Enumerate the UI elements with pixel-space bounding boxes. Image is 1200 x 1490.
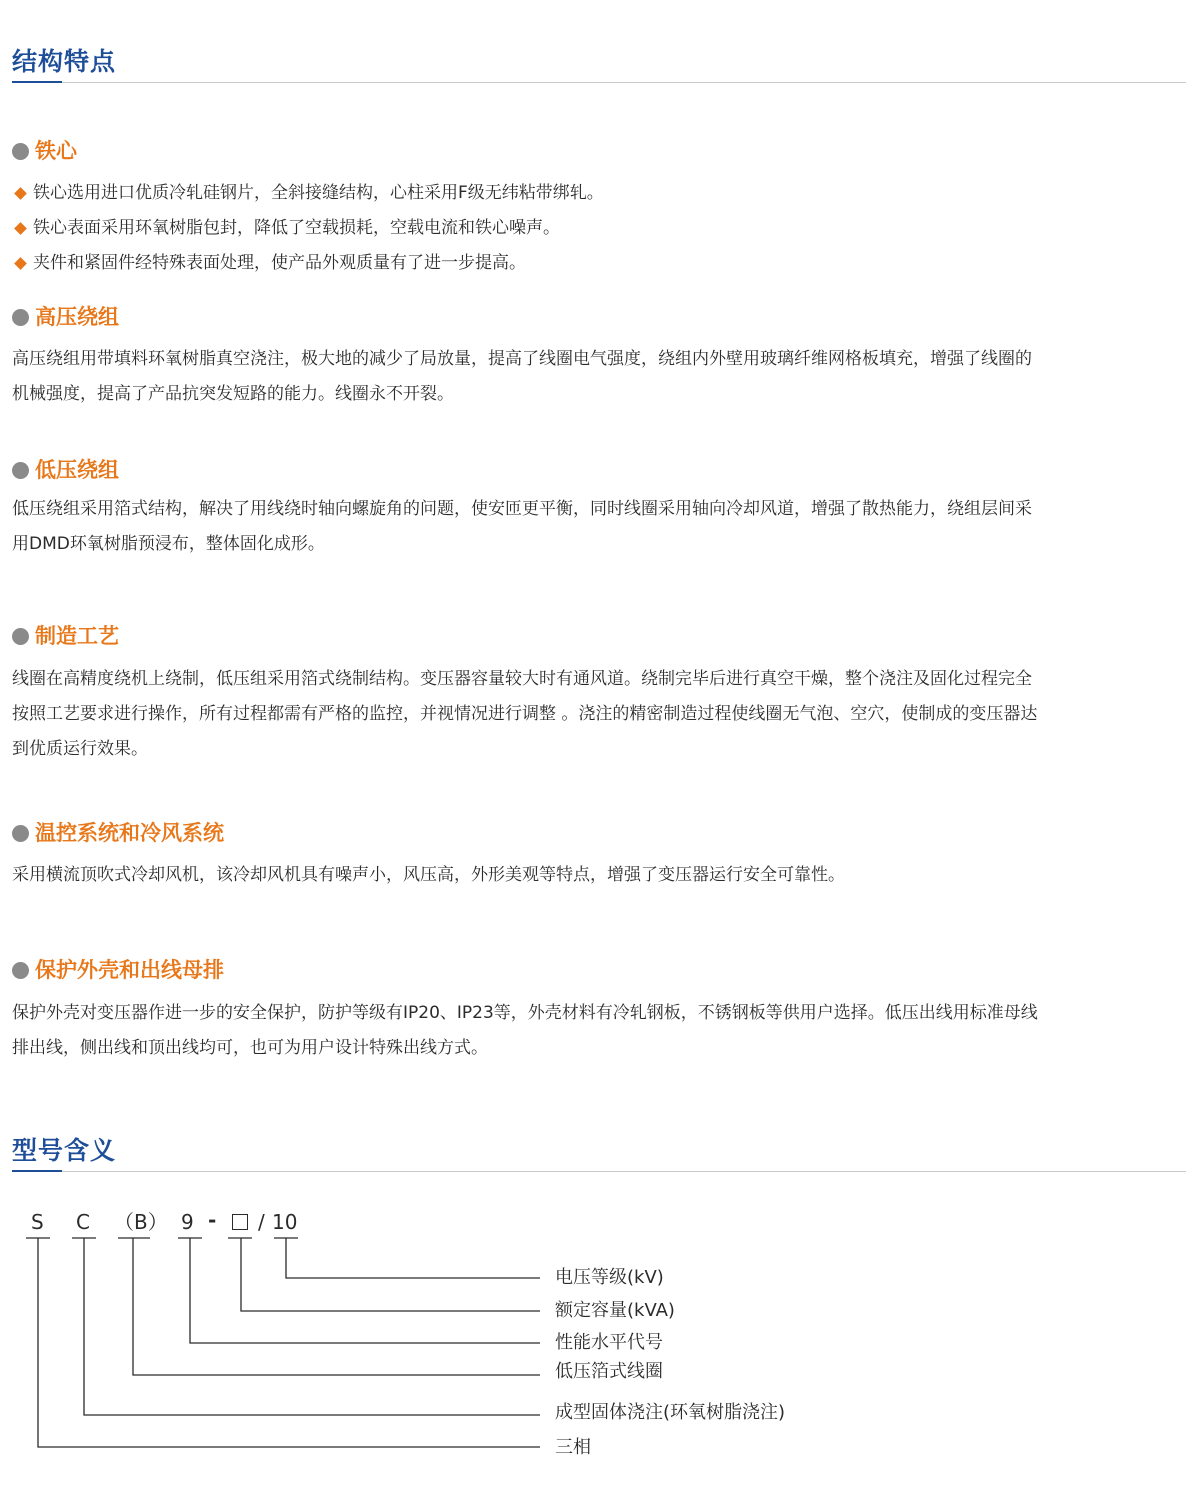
core-bullet-text: 铁心表面采用环氧树脂包封，降低了空载损耗，空载电流和铁心噪声。 (33, 218, 560, 238)
subheading-lv-label: 低压绕组 (35, 458, 119, 482)
meaning-foil-coil: 低压箔式线圈 (555, 1361, 663, 1382)
paragraph-line: 排出线，侧出线和顶出线均可，也可为用户设计特殊出线方式。 (12, 1038, 488, 1058)
code-c: C (76, 1210, 90, 1234)
meaning-voltage: 电压等级(kV) (555, 1267, 664, 1288)
code-s: S (31, 1210, 44, 1234)
code-slash: / (258, 1210, 265, 1234)
paragraph-line: 线圈在高精度绕机上绕制，低压组采用箔式绕制结构。变压器容量较大时有通风道。绕制完毕后进行真空干燥，整个浇注及固化过程完全 (12, 669, 1032, 689)
code-dash: - (208, 1208, 217, 1232)
meaning-three-phase: 三相 (555, 1437, 591, 1458)
paragraph-line: 保护外壳对变压器作进一步的安全保护，防护等级有IP20、IP23等，外壳材料有冷轧钢板，不锈钢板等供用户选择。低压出线用标准母线 (12, 1003, 1038, 1023)
meaning-cast-resin: 成型固体浇注(环氧树脂浇注) (555, 1402, 786, 1423)
subheading-core-label: 铁心 (35, 139, 77, 163)
paragraph-line: 用DMD环氧树脂预浸布，整体固化成形。 (12, 534, 325, 554)
code-ten: 10 (272, 1210, 298, 1234)
paragraph-line: 低压绕组采用箔式结构，解决了用线绕时轴向螺旋角的问题，使安匝更平衡，同时线圈采用轴向冷却风道，增强了散热能力，绕组层间采 (12, 499, 1032, 519)
section-title-structure: 结构特点 (12, 47, 117, 76)
subheading-enclosure-label: 保护外壳和出线母排 (35, 958, 224, 982)
meaning-capacity: 额定容量(kVA) (555, 1300, 675, 1321)
paragraph-line: 高压绕组用带填料环氧树脂真空浇注，极大地的减少了局放量，提高了线圈电气强度，绕组内外壁用玻璃纤维网格板填充，增强了线圈的 (12, 349, 1032, 369)
paragraph-line: 机械强度，提高了产品抗突发短路的能力。线圈永不开裂。 (12, 384, 454, 404)
code-nine: 9 (181, 1210, 194, 1234)
code-b: （B） (114, 1210, 168, 1234)
paragraph-line: 到优质运行效果。 (12, 739, 148, 759)
subheading-manufacturing-label: 制造工艺 (35, 624, 119, 648)
core-bullet-text: 铁心选用进口优质冷轧硅钢片，全斜接缝结构，心柱采用F级无纬粘带绑轧。 (33, 183, 604, 203)
subheading-hv-label: 高压绕组 (35, 305, 119, 329)
paragraph-line: 采用横流顶吹式冷却风机，该冷却风机具有噪声小，风压高，外形美观等特点，增强了变压器运行安全可靠性。 (12, 865, 845, 885)
paragraph-line: 按照工艺要求进行操作，所有过程都需有严格的监控，并视情况进行调整 。浇注的精密制造过程使线圈无气泡、空穴，使制成的变压器达 (12, 704, 1038, 724)
subheading-cooling-label: 温控系统和冷风系统 (35, 821, 224, 845)
meaning-performance: 性能水平代号 (555, 1332, 663, 1353)
core-bullet-text: 夹件和紧固件经特殊表面处理，使产品外观质量有了进一步提高。 (33, 253, 526, 273)
section-title-model: 型号含义 (12, 1136, 117, 1165)
